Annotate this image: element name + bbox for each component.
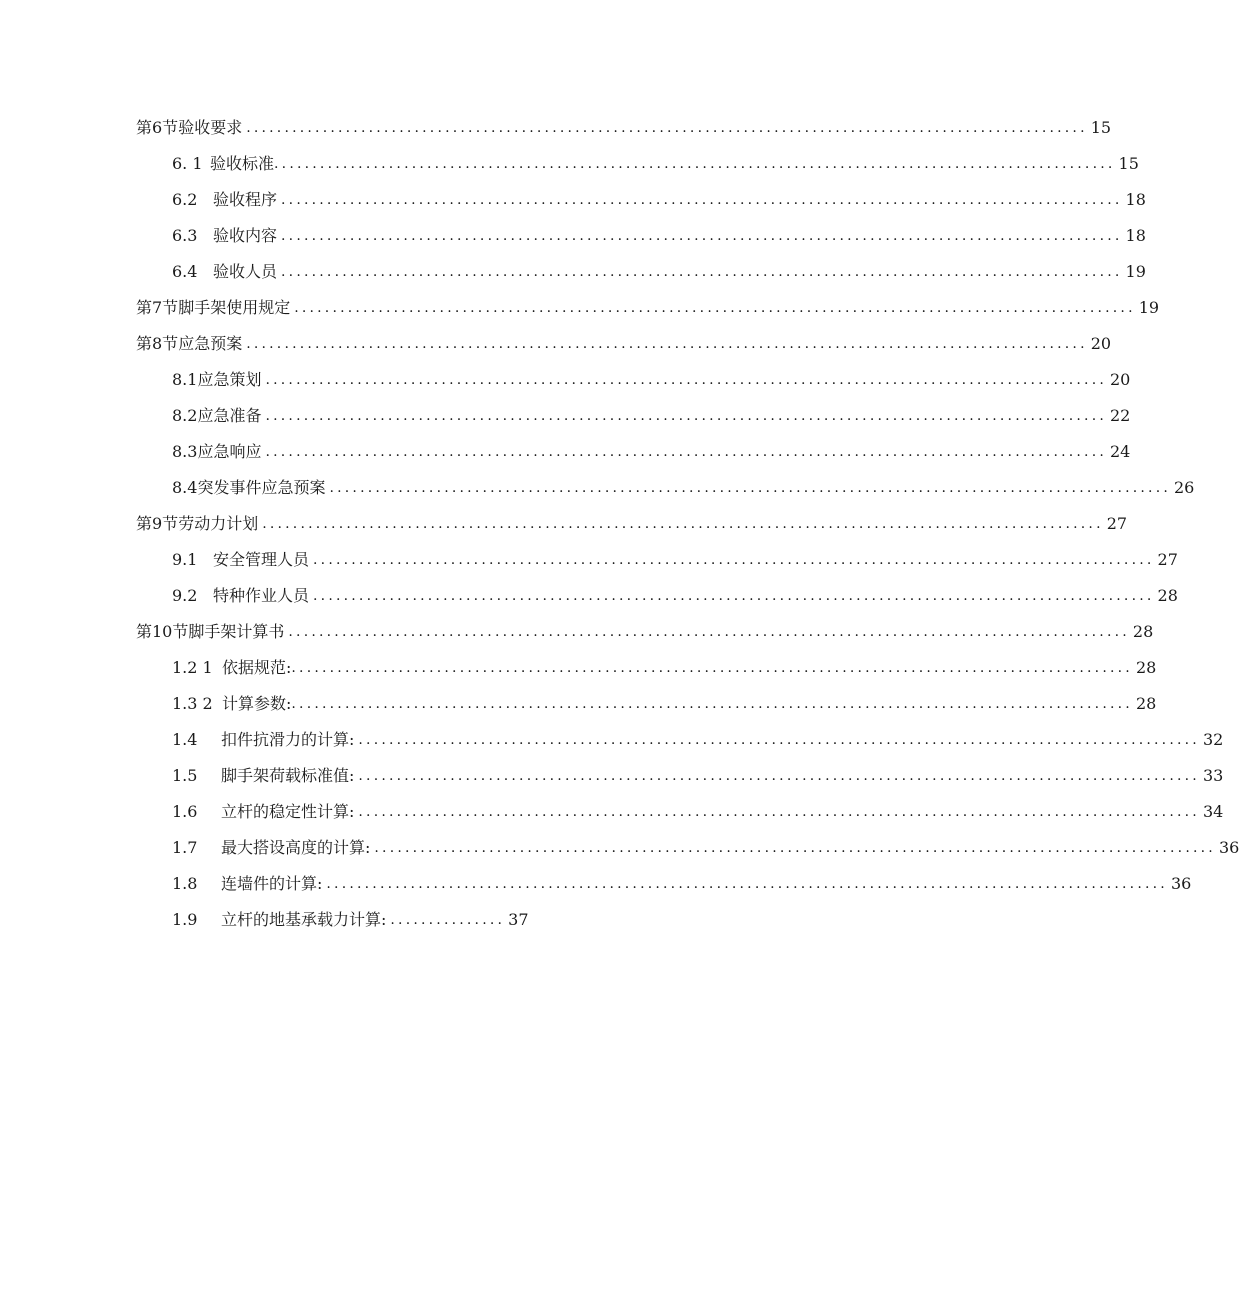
toc-entry-6-1[interactable]	[172, 150, 1139, 174]
toc-entry-number: 第7节	[136, 298, 179, 317]
toc-leader-dots: ..............................................................................................................	[288, 624, 1130, 640]
toc-entry-1-5[interactable]	[172, 762, 1224, 786]
toc-leader-dots: ..............................................................................................................	[294, 300, 1136, 316]
toc-entry-number: 8.4	[172, 478, 198, 497]
toc-entry-number: 1.3 2	[172, 694, 213, 713]
toc-entry-6-3[interactable]	[172, 222, 1146, 246]
toc-entry-number: 8.2	[172, 406, 198, 425]
toc-entry-number: 9.1	[172, 550, 198, 569]
toc-leader-dots: ..............................................................................................................	[281, 192, 1123, 208]
toc-entry-title: 立杆的稳定性计算:	[221, 802, 355, 821]
toc-entry-number: 8.1	[172, 370, 198, 389]
toc-entry-8-4[interactable]	[172, 474, 1195, 498]
toc-entry-title: 最大搭设高度的计算:	[221, 838, 371, 857]
toc-leader-dots: ..............................................................................................................	[246, 120, 1088, 136]
toc-entry-page: 19	[1125, 262, 1146, 281]
toc-entry-page: 27	[1157, 550, 1178, 569]
toc-leader-dots: ..............................................................................................................	[265, 444, 1107, 460]
toc-entry-1-3[interactable]	[172, 690, 1157, 714]
toc-leader-dots: ...............	[390, 912, 506, 928]
toc-entry-title: 脚手架荷载标准值:	[221, 766, 355, 785]
toc-leader-dots: ..............................................................................................................	[265, 372, 1107, 388]
toc-entry-page: 28	[1135, 658, 1157, 677]
toc-entry-number: 9.2	[172, 586, 198, 605]
toc-entry-number: 1.4	[172, 730, 198, 749]
toc-entry-1-2[interactable]	[172, 654, 1157, 678]
toc-entry-title: 验收程序	[213, 190, 278, 209]
toc-entry-title: 特种作业人员	[213, 586, 310, 605]
toc-entry-page: 34	[1202, 802, 1224, 821]
toc-entry-6-4[interactable]	[172, 258, 1146, 282]
toc-entry-number: 1.2 1	[172, 658, 213, 677]
toc-entry-title: 立杆的地基承载力计算:	[221, 910, 387, 929]
toc-leader-dots: ..............................................................................................................	[329, 480, 1171, 496]
toc-entry-page: 28	[1135, 694, 1157, 713]
toc-entry-8-2[interactable]	[172, 402, 1131, 426]
toc-entry-page: 37	[508, 910, 529, 929]
toc-entry-page: 27	[1106, 514, 1128, 533]
toc-entry-number: 1.8	[172, 874, 198, 893]
toc-entry-page: 36	[1170, 874, 1192, 893]
toc-entry-title: 扣件抗滑力的计算:	[221, 730, 355, 749]
toc-entry-number: 第6节	[136, 118, 179, 137]
toc-entry-title: 依据规范:	[222, 658, 292, 677]
toc-entry-number: 8.3	[172, 442, 198, 461]
toc-entry-page: 26	[1174, 478, 1195, 497]
toc-leader-dots: ..............................................................................................................	[246, 336, 1088, 352]
toc-entry-number: 第9节	[136, 514, 179, 533]
toc-entry-title: 验收人员	[213, 262, 278, 281]
toc-entry-1-7[interactable]	[172, 834, 1239, 858]
toc-entry-page: 24	[1110, 442, 1131, 461]
toc-leader-dots: ..............................................................................................................	[358, 804, 1200, 820]
toc-entry-title: 突发事件应急预案	[197, 478, 326, 497]
toc-leader-dots: ..............................................................................................................	[313, 588, 1155, 604]
toc-entry-page: 19	[1138, 298, 1160, 317]
toc-entry-page: 20	[1090, 334, 1112, 353]
toc-leader-dots: ..............................................................................................................	[326, 876, 1168, 892]
toc-leader-dots: ..............................................................................................................	[281, 228, 1123, 244]
toc-entry-1-9[interactable]	[172, 906, 572, 930]
toc-entry-section-10[interactable]	[136, 618, 1154, 642]
toc-entry-page: 20	[1110, 370, 1131, 389]
toc-entry-page: 28	[1132, 622, 1154, 641]
toc-entry-1-8[interactable]	[172, 870, 1192, 894]
toc-entry-title: 应急准备	[197, 406, 262, 425]
toc-entry-number: 1.7	[172, 838, 198, 857]
toc-entry-title: 验收要求	[178, 118, 243, 137]
toc-entry-title: 脚手架计算书	[188, 622, 285, 641]
toc-entry-number: 1.5	[172, 766, 198, 785]
toc-entry-title: 连墙件的计算:	[221, 874, 323, 893]
toc-entry-1-4[interactable]	[172, 726, 1224, 750]
toc-entry-title: 脚手架使用规定	[178, 298, 291, 317]
toc-entry-9-2[interactable]	[172, 582, 1178, 606]
toc-entry-title: 应急预案	[178, 334, 243, 353]
toc-leader-dots: ..............................................................................................................	[281, 264, 1123, 280]
toc-entry-title: 计算参数:	[222, 694, 292, 713]
toc-entry-title: 验收标准	[210, 154, 275, 173]
toc-leader-dots: ..............................................................................................................	[358, 732, 1200, 748]
toc-entry-number: 6. 1	[172, 154, 203, 173]
toc-entry-page: 15	[1090, 118, 1112, 137]
toc-entry-page: 33	[1202, 766, 1224, 785]
toc-entry-page: 18	[1125, 226, 1146, 245]
toc-entry-9-1[interactable]	[172, 546, 1178, 570]
toc-entry-page: 28	[1157, 586, 1178, 605]
toc-leader-dots: ..............................................................................................................	[265, 408, 1107, 424]
toc-leader-dots: ..............................................................................................................	[262, 516, 1104, 532]
toc-entry-page: 18	[1125, 190, 1146, 209]
toc-leader-dots: ..............................................................................................................	[274, 156, 1116, 172]
toc-entry-page: 22	[1110, 406, 1131, 425]
toc-leader-dots: ..............................................................................................................	[291, 660, 1133, 676]
toc-entry-title: 应急策划	[197, 370, 262, 389]
toc-entry-number: 6.2	[172, 190, 198, 209]
toc-entry-title: 安全管理人员	[213, 550, 310, 569]
toc-entry-page: 36	[1218, 838, 1239, 857]
toc-leader-dots: ..............................................................................................................	[358, 768, 1200, 784]
toc-entry-section-9[interactable]	[136, 510, 1128, 534]
toc-entry-number: 6.4	[172, 262, 198, 281]
toc-entry-6-2[interactable]	[172, 186, 1146, 210]
toc-entry-number: 6.3	[172, 226, 198, 245]
toc-leader-dots: ..............................................................................................................	[374, 840, 1216, 856]
toc-entry-page: 32	[1202, 730, 1224, 749]
toc-entry-section-7[interactable]	[136, 294, 1160, 318]
toc-entry-8-1[interactable]	[172, 366, 1131, 390]
toc-entry-number: 1.9	[172, 910, 198, 929]
toc-entry-title: 劳动力计划	[178, 514, 259, 533]
toc-leader-dots: ..............................................................................................................	[313, 552, 1155, 568]
toc-entry-section-6[interactable]	[136, 114, 1112, 138]
toc-leader-dots: ..............................................................................................................	[291, 696, 1133, 712]
toc-entry-page: 15	[1118, 154, 1139, 173]
toc-entry-number: 1.6	[172, 802, 198, 821]
toc-entry-number: 第10节	[136, 622, 189, 641]
toc-entry-1-6[interactable]	[172, 798, 1224, 822]
toc-entry-8-3[interactable]	[172, 438, 1131, 462]
toc-entry-section-8[interactable]	[136, 330, 1112, 354]
toc-entry-number: 第8节	[136, 334, 179, 353]
toc-entry-title: 验收内容	[213, 226, 278, 245]
toc-entry-title: 应急响应	[197, 442, 262, 461]
